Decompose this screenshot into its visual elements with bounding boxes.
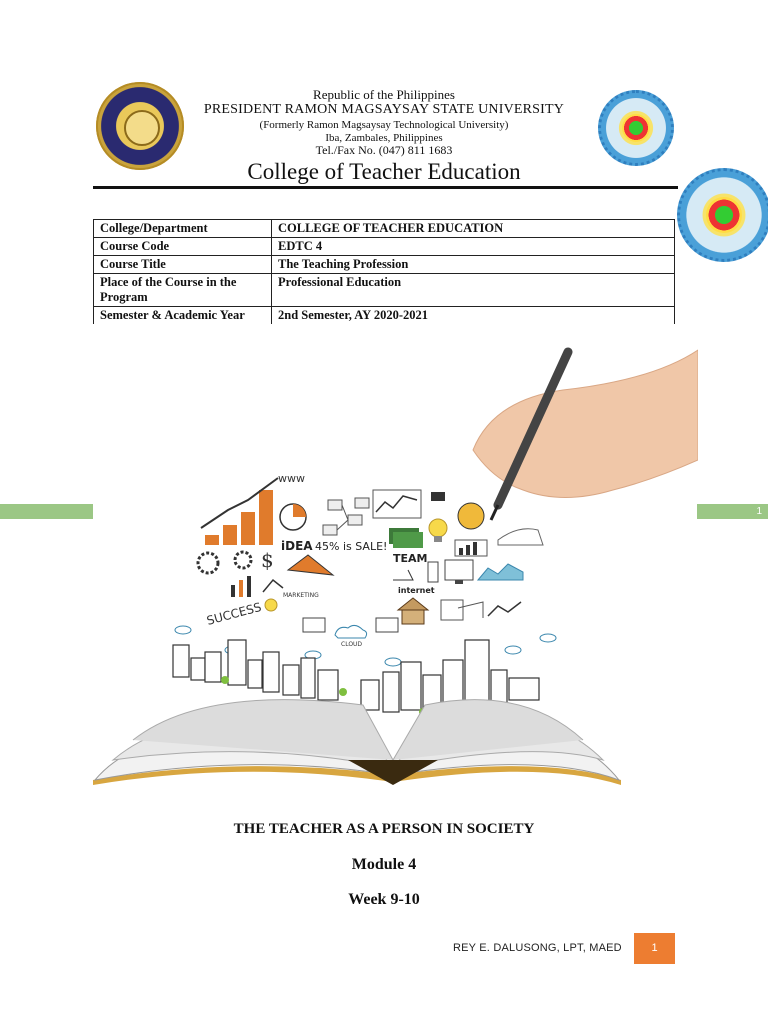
table-value: COLLEGE OF TEACHER EDUCATION (272, 220, 675, 238)
line-icon (488, 602, 521, 616)
table-label: Semester & Academic Year (94, 307, 272, 325)
illus-label: TEAM (393, 552, 428, 565)
car-icon (498, 529, 543, 545)
open-book (93, 700, 621, 785)
module-week: Week 9-10 (348, 891, 420, 908)
line-chart-icon (373, 490, 421, 518)
area-chart-icon (478, 564, 523, 580)
table-label: College/Department (94, 220, 272, 238)
table-value: Professional Education (272, 274, 675, 307)
table-value: EDTC 4 (272, 238, 675, 256)
header-republic: Republic of the Philippines (313, 87, 455, 102)
hand-pen-image (473, 350, 698, 520)
module-number: Module 4 (351, 856, 417, 873)
table-row (94, 238, 675, 256)
network-icon (323, 498, 369, 535)
pie-icon-small (458, 503, 484, 529)
table-value: The Teaching Profession (272, 256, 675, 274)
header-telfax: Tel./Fax No. (047) 811 1683 (315, 143, 453, 157)
trend-icon (263, 580, 283, 592)
bar-chart-icon-small (455, 540, 487, 556)
side-bar-left (0, 504, 93, 519)
gear-cog-icon (198, 552, 251, 573)
sun-icon (265, 599, 277, 611)
bar-chart-icon-mini (231, 576, 251, 597)
footer-author: REY E. DALUSONG, LPT, MAED (453, 942, 622, 954)
header-location: Iba, Zambales, Philippines (325, 132, 443, 144)
header-university: PRESIDENT RAMON MAGSAYSAY STATE UNIVERSITY (203, 102, 565, 117)
phone-icon (428, 562, 438, 582)
module-title: THE TEACHER AS A PERSON IN SOCIETY (233, 821, 535, 837)
illus-label: internet (398, 586, 435, 595)
footer-page-number: 1 (634, 933, 675, 964)
envelope-icon (431, 492, 445, 501)
illus-label: 45% is SALE! (315, 540, 388, 553)
illus-label: CLOUD (341, 641, 363, 648)
illus-label: $ (261, 548, 274, 572)
illus-label: iDEA (281, 539, 313, 553)
side-bar-right: 1 (697, 504, 768, 519)
table-label: Place of the Course in the Program (94, 274, 272, 307)
table-row (94, 307, 675, 325)
table-value: 2nd Semester, AY 2020-2021 (272, 307, 675, 325)
building-sketch-icon (441, 600, 483, 620)
illus-label: MARKETING (283, 592, 319, 599)
header-divider (93, 186, 678, 189)
book-ideas-illustration (93, 340, 698, 790)
lightbulb-icon (429, 519, 447, 542)
table-label: Course Title (94, 256, 272, 274)
arrow-icon (393, 570, 413, 580)
table-row (94, 220, 675, 238)
course-info-table (93, 219, 675, 324)
money-icon (389, 528, 423, 548)
bar-chart-icon (201, 478, 278, 545)
chart-pie-slice-icon (288, 555, 333, 575)
table-row (94, 256, 675, 274)
illus-label: SUCCESS (205, 599, 263, 628)
header-college: College of Teacher Education (247, 159, 521, 184)
table-label: Course Code (94, 238, 272, 256)
monitor-icon (445, 560, 473, 584)
cloud-icon (335, 625, 367, 638)
header-formerly: (Formerly Ramon Magsaysay Technological University) (259, 119, 509, 131)
house-icon (398, 598, 428, 624)
illus-label: www (278, 472, 305, 485)
table-row (94, 274, 675, 307)
